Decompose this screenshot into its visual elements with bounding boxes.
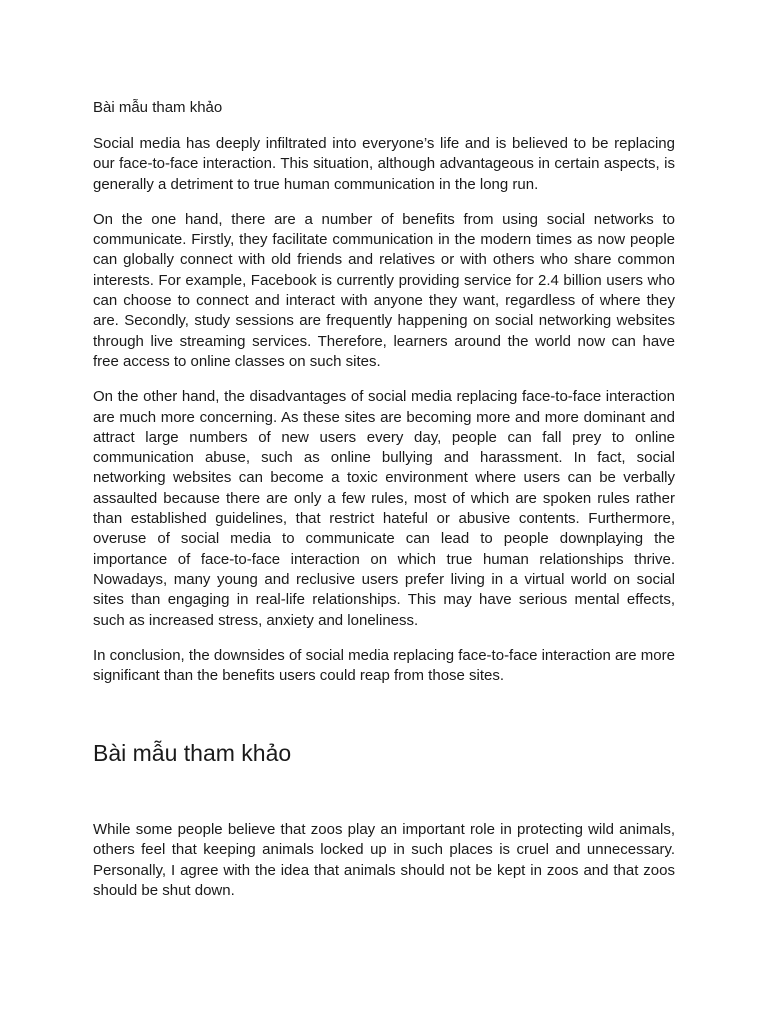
document-page — [93, 98, 675, 899]
section-2-title: Bài mẫu tham khảo — [93, 740, 292, 766]
intro-paragraph: Social media has deeply infiltrated into everyone’s life and is believed to be replacing our face-to-face interaction. This situation, although advantageous in certain aspects, is generally a detriment to true human communication in the long run. — [93, 135, 675, 193]
essay-section-2 — [93, 738, 675, 916]
essay-section-1 — [93, 98, 675, 686]
conclusion-paragraph: In conclusion, the downsides of social media replacing face-to-face interaction are more significant than the benefits users could reap from those sites. — [93, 646, 675, 685]
section-1-title: Bài mẫu tham khảo — [93, 99, 223, 116]
zoo-intro-paragraph: While some people believe that zoos play an important role in protecting wild animals, others feel that keeping animals locked up in such places is cruel and unnecessary. Personally, I agree with the idea that animals should not be kept in zoos and that zoos should be shut down. — [93, 821, 675, 899]
body-paragraph-1: On the one hand, there are a number of benefits from using social networks to communicate. Firstly, they facilitate communication in the modern times as now people can globally connect with old friends and relatives or with others who share common interests. For example, Facebook is currently providing service for 2.4 billion users who can choose to connect and interact with anyone they want, regardless of where they are. Secondly, study sessions are frequently happening on social networking websites through live streaming services. Therefore, learners around the world now can have free access to online classes on such sites. — [93, 210, 675, 370]
body-paragraph-2: On the other hand, the disadvantages of social media replacing face-to-face interaction are much more concerning. As these sites are becoming more and more dominant and attract large numbers of new users every day, people can fall prey to online communication abuse, such as online bullying and harassment. In fact, social networking websites can become a toxic environment where users can be verbally assaulted because there are only a few rules, most of which are spoken rules rather than established guidelines, that restrict hateful or abusive contents. Furthermore, overuse of social media to communicate can lead to people downplaying the importance of face-to-face interaction on which true human relationships thrive. Nowadays, many young and reclusive users prefer living in a virtual world on social sites than engaging in real-life relationships. This may have serious mental effects, such as increased stress, anxiety and loneliness. — [93, 388, 675, 629]
